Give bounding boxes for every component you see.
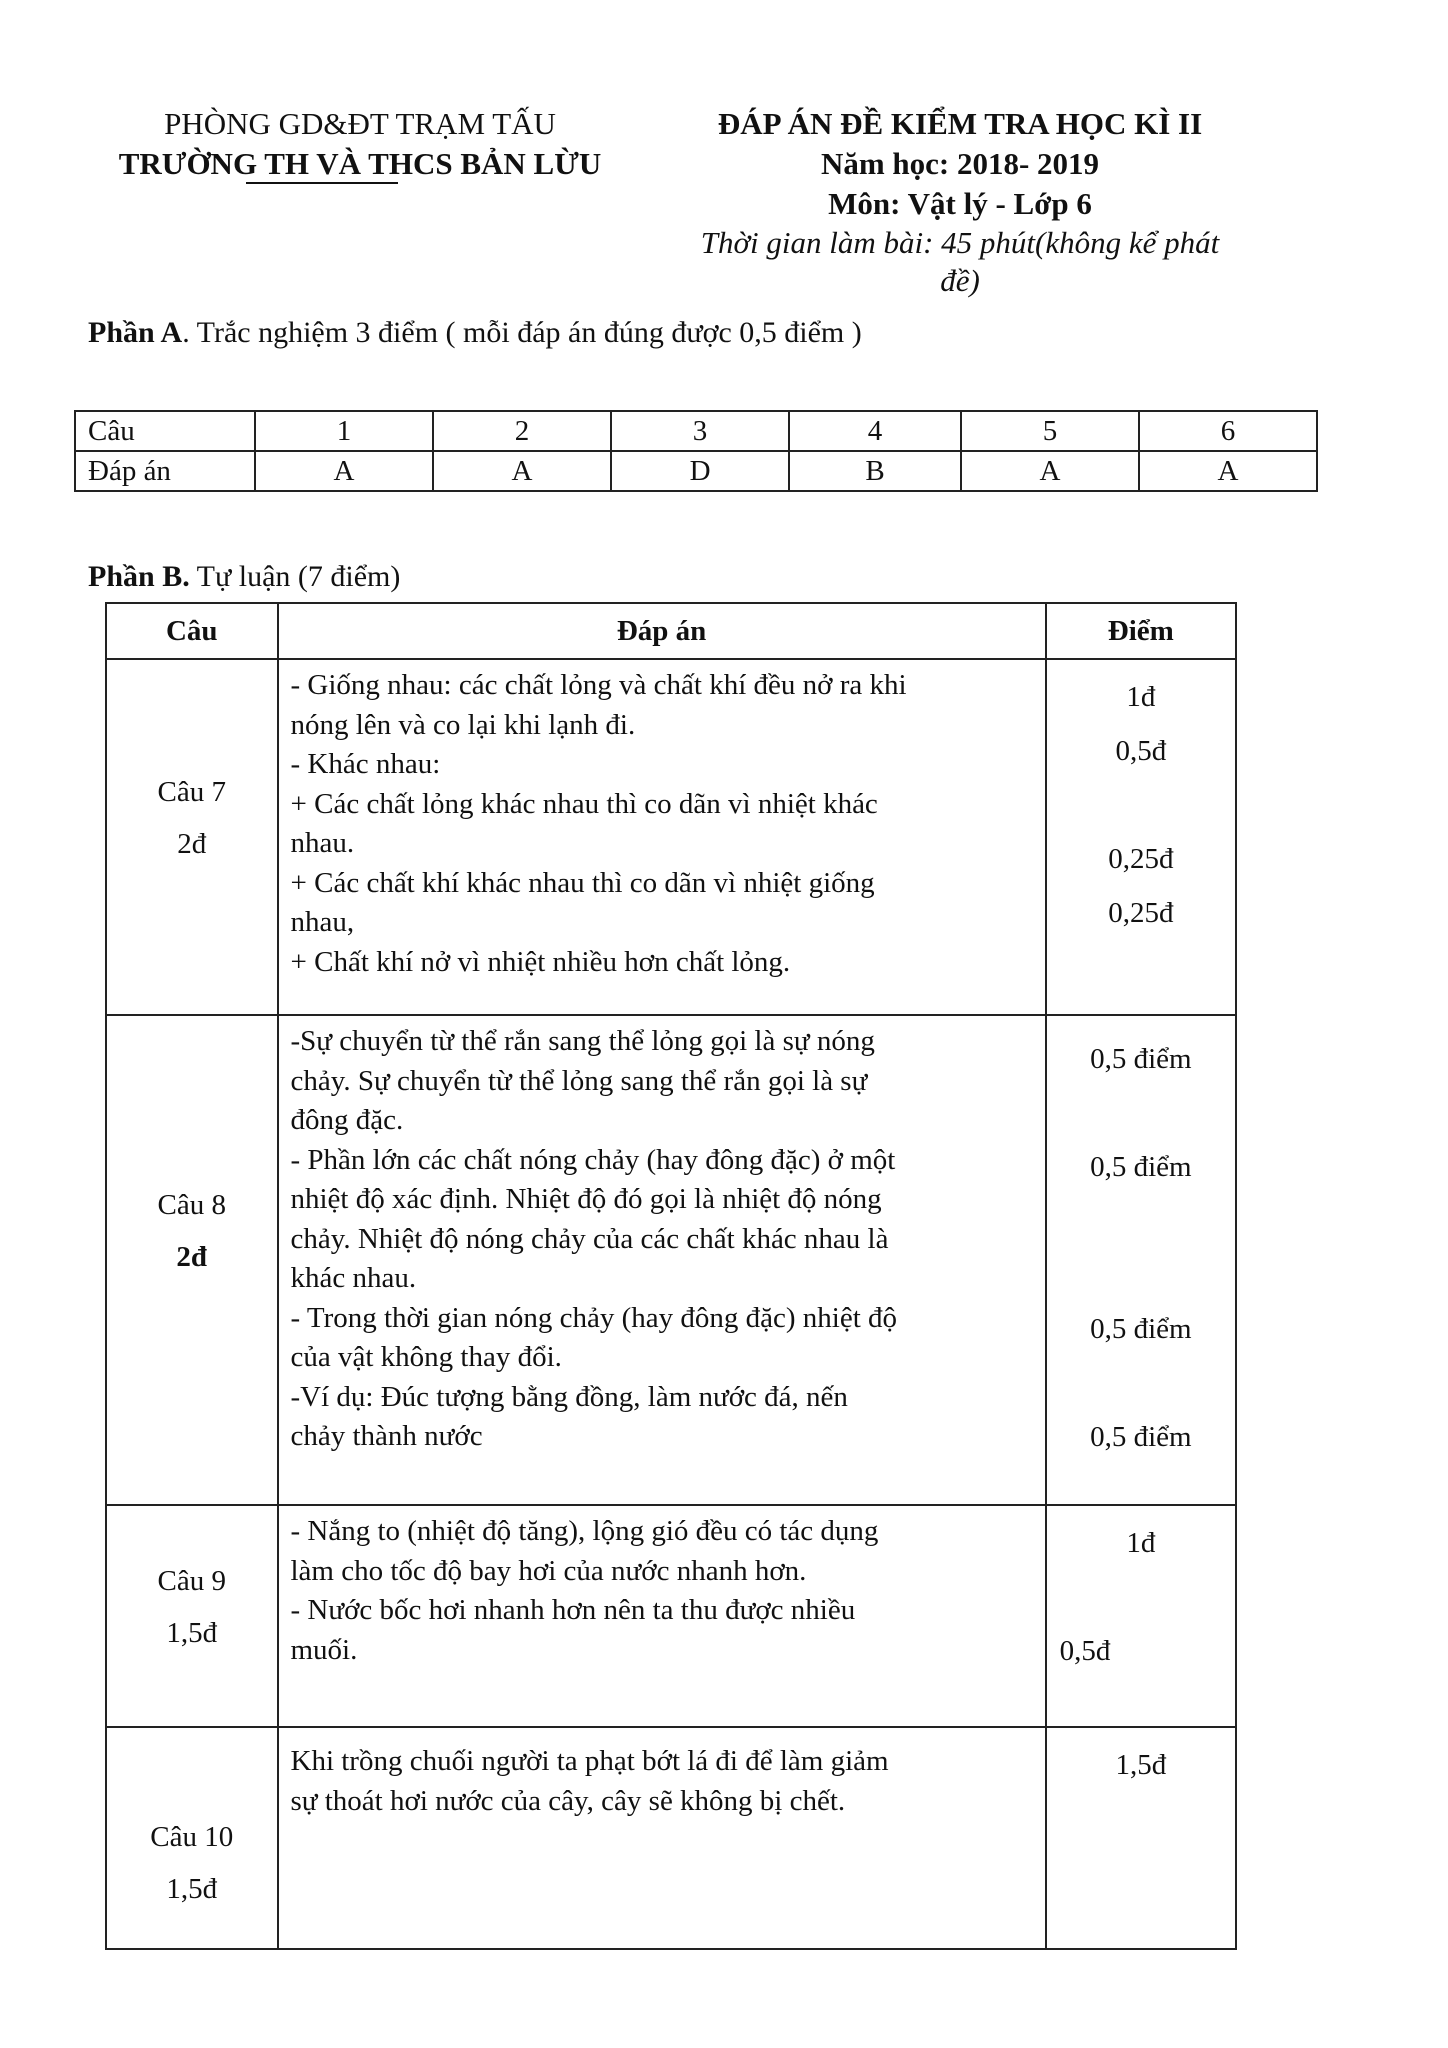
answer-line: -Sự chuyển từ thể rắn sang thể lỏng gọi là sự nóng	[290, 1025, 875, 1057]
school-header	[80, 104, 640, 184]
answer-line: nhiệt độ xác định. Nhiệt độ đó gọi là nhiệt độ nóng	[290, 1183, 882, 1215]
question-number: 2	[433, 411, 611, 451]
point-value: 0,25đ	[1108, 843, 1174, 875]
question-label: Câu 8	[157, 1188, 226, 1221]
answer-line: -Ví dụ: Đúc tượng bằng đồng, làm nước đá, nến	[290, 1380, 848, 1413]
point-value: 0,5 điểm	[1090, 1421, 1192, 1453]
question-cell	[106, 659, 278, 1015]
question-number-row	[75, 411, 1317, 451]
answer-cell	[278, 1727, 1046, 1949]
question-number: 1	[255, 411, 433, 451]
question-number: 5	[961, 411, 1139, 451]
essay-row-question-8	[106, 1015, 1236, 1505]
answer-letter: A	[961, 451, 1139, 491]
answer-line: - Giống nhau: các chất lỏng và chất khí đều nở ra khi	[290, 669, 907, 701]
answer-letter: A	[1139, 451, 1317, 491]
question-label: Câu 7	[157, 775, 226, 808]
answer-line: muối.	[290, 1633, 358, 1666]
row-label-question: Câu	[75, 411, 255, 451]
question-number: 3	[611, 411, 789, 451]
question-number: 4	[789, 411, 961, 451]
answer-line: - Nắng to (nhiệt độ tăng), lộng gió đều có tác dụng	[290, 1515, 879, 1547]
answer-line: nhau.	[290, 827, 355, 859]
essay-row-question-9	[106, 1505, 1236, 1727]
point-value: 1đ	[1126, 1527, 1156, 1559]
point-value: 1,5đ	[1115, 1749, 1167, 1781]
question-cell	[106, 1015, 278, 1505]
point-value: 0,5 điểm	[1090, 1151, 1192, 1183]
school-name: TRƯỜNG TH VÀ THCS BẢN LỪU	[118, 146, 602, 181]
answer-letter: B	[789, 451, 961, 491]
exam-header	[660, 104, 1260, 300]
points-cell	[1046, 1015, 1236, 1505]
section-b-heading	[88, 560, 400, 594]
section-a-title: Phần A	[88, 316, 183, 349]
point-value: 0,25đ	[1108, 897, 1174, 929]
exam-time-line1: Thời gian làm bài: 45 phút(không kể phát	[700, 225, 1220, 260]
subject: Môn: Vật lý - Lớp 6	[828, 186, 1092, 221]
answer-line: - Khác nhau:	[290, 748, 441, 780]
row-label-answer: Đáp án	[75, 451, 255, 491]
point-value: 0,5 điểm	[1090, 1043, 1192, 1075]
point-value: 1đ	[1126, 681, 1156, 713]
school-underline	[246, 182, 398, 184]
answer-line: chảy. Nhiệt độ nóng chảy của các chất khác nhau là	[290, 1222, 889, 1255]
exam-time-line2: đề)	[940, 263, 980, 298]
multiple-choice-answer-table	[74, 410, 1318, 492]
answer-line: - Nước bốc hơi nhanh hơn nên ta thu được nhiều	[290, 1594, 856, 1626]
question-score: 2đ	[176, 1240, 208, 1273]
question-score: 2đ	[177, 827, 207, 860]
answer-line: chảy thành nước	[290, 1420, 483, 1452]
answer-line: + Các chất lỏng khác nhau thì co dãn vì nhiệt khác	[290, 787, 878, 820]
school-year: Năm học: 2018- 2019	[820, 146, 1100, 181]
header-points: Điểm	[1046, 603, 1236, 659]
section-b-description: Tự luận (7 điểm)	[189, 560, 401, 593]
answer-letter: D	[611, 451, 789, 491]
header-answer: Đáp án	[278, 603, 1046, 659]
answer-line: - Trong thời gian nóng chảy (hay đông đặc) nhiệt độ	[290, 1301, 898, 1334]
answer-cell	[278, 1015, 1046, 1505]
answer-line: + Chất khí nở vì nhiệt nhiều hơn chất lỏng.	[290, 945, 791, 978]
answer-row	[75, 451, 1317, 491]
essay-row-question-7	[106, 659, 1236, 1015]
answer-letter: A	[433, 451, 611, 491]
answer-line: đông đặc.	[290, 1104, 404, 1136]
answer-line: chảy. Sự chuyển từ thể lỏng sang thể rắn gọi là sự	[290, 1064, 868, 1097]
essay-row-question-10	[106, 1727, 1236, 1949]
question-cell	[106, 1727, 278, 1949]
points-cell	[1046, 659, 1236, 1015]
answer-letter: A	[255, 451, 433, 491]
points-cell	[1046, 1727, 1236, 1949]
answer-line: nóng lên và co lại khi lạnh đi.	[290, 708, 636, 741]
section-a-description: . Trắc nghiệm 3 điểm ( mỗi đáp án đúng được 0,5 điểm )	[182, 316, 862, 349]
point-value: 0,5đ	[1115, 735, 1167, 767]
answer-line: sự thoát hơi nước của cây, cây sẽ không bị chết.	[290, 1784, 846, 1817]
point-spacer	[1048, 778, 1234, 832]
question-score: 1,5đ	[166, 1616, 218, 1649]
answer-line: nhau,	[290, 906, 355, 938]
answer-line: Khi trồng chuối người ta phạt bớt lá đi để làm giảm	[290, 1745, 889, 1777]
question-label: Câu 9	[157, 1564, 226, 1597]
essay-answer-table	[105, 602, 1237, 1950]
answer-line: khác nhau.	[290, 1262, 417, 1294]
exam-title: ĐÁP ÁN ĐỀ KIỂM TRA HỌC KÌ II	[717, 106, 1203, 141]
point-value: 0,5 điểm	[1090, 1313, 1192, 1345]
question-score: 1,5đ	[166, 1872, 218, 1905]
answer-line: - Phần lớn các chất nóng chảy (hay đông đặc) ở một	[290, 1143, 896, 1176]
answer-line: của vật không thay đổi.	[290, 1341, 562, 1373]
question-number: 6	[1139, 411, 1317, 451]
department-name: PHÒNG GD&ĐT TRẠM TẤU	[164, 106, 556, 141]
question-label: Câu 10	[150, 1820, 234, 1853]
points-cell	[1046, 1505, 1236, 1727]
essay-header-row	[106, 603, 1236, 659]
header-question: Câu	[106, 603, 278, 659]
question-cell	[106, 1505, 278, 1727]
answer-cell	[278, 1505, 1046, 1727]
section-a-heading	[88, 316, 862, 350]
point-value: 0,5đ	[1059, 1635, 1111, 1667]
answer-line: + Các chất khí khác nhau thì co dãn vì nhiệt giống	[290, 866, 875, 899]
answer-cell	[278, 659, 1046, 1015]
answer-line: làm cho tốc độ bay hơi của nước nhanh hơn.	[290, 1554, 807, 1587]
section-b-title: Phần B.	[88, 560, 190, 593]
